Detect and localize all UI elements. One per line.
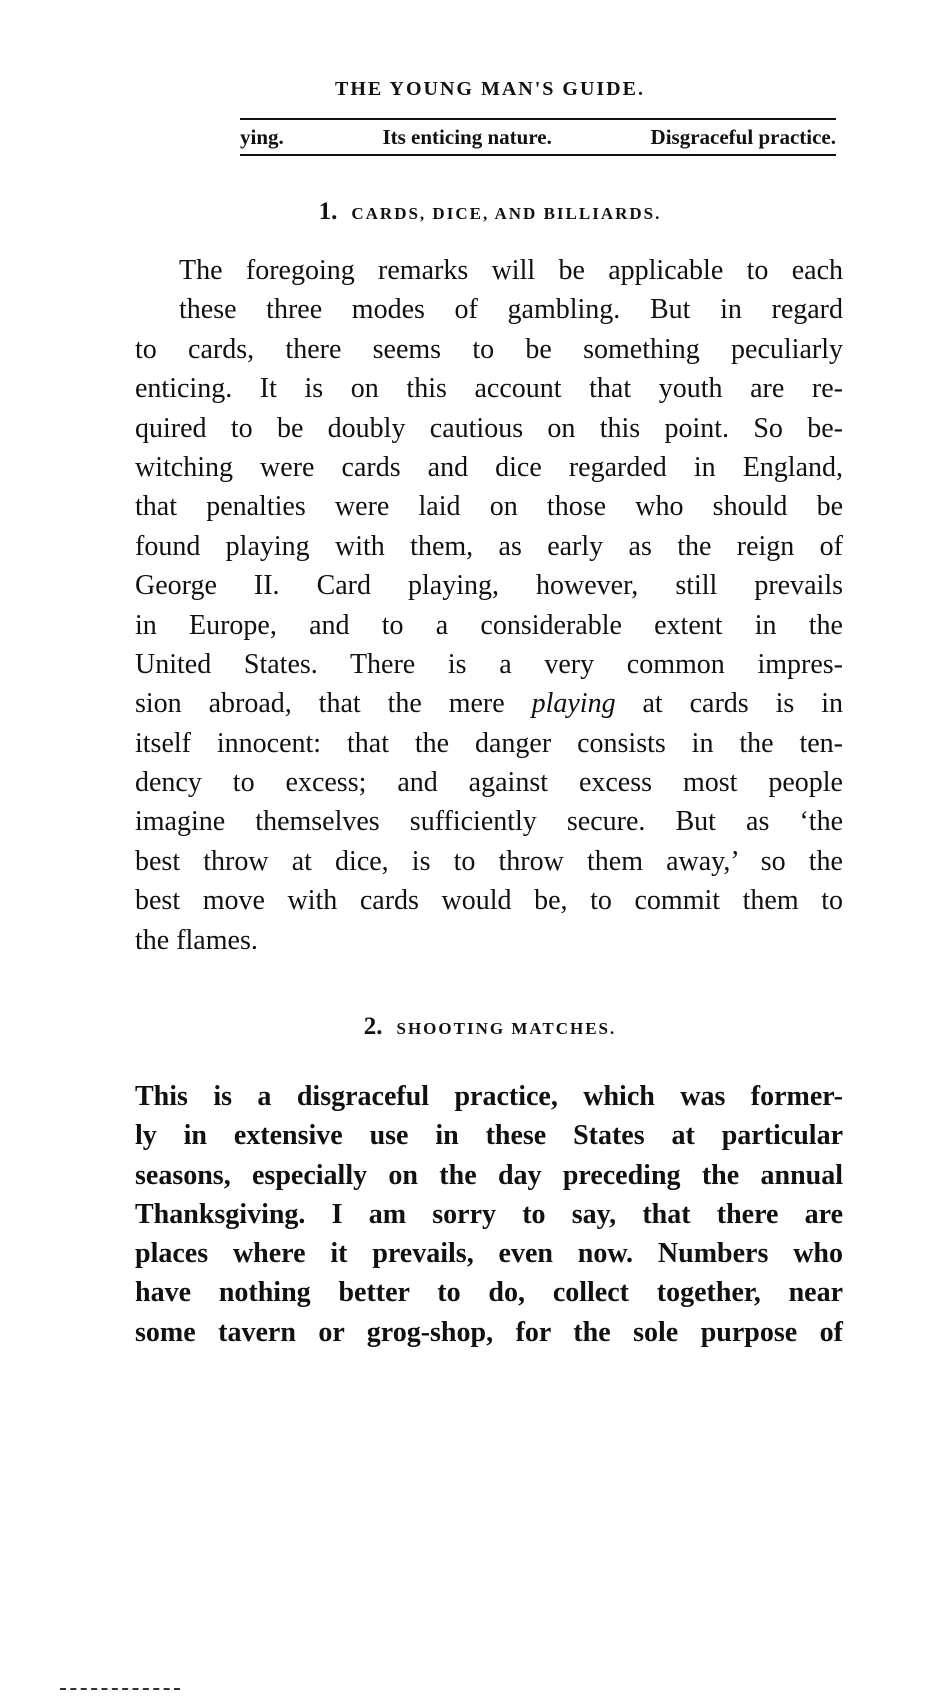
text-line: Thanksgiving. I am sorry to say, that there are — [135, 1198, 843, 1230]
section-number: 2. — [363, 1013, 383, 1040]
paragraph — [135, 1077, 843, 1352]
text-line: George II. Card playing, however, still prevails — [135, 570, 843, 602]
section-heading — [0, 1013, 944, 1041]
headline-topic: Disgraceful practice. — [650, 124, 836, 149]
text-line: quired to be doubly cautious on this point. So be- — [135, 412, 843, 444]
headline-topic: ying. — [240, 124, 284, 149]
text-line: dency to excess; and against excess most people — [135, 767, 843, 799]
page-edge-mark — [60, 1688, 180, 1690]
text-line: seasons, especially on the day preceding the annual — [135, 1159, 843, 1191]
text-line: to cards, there seems to be something peculiarly — [135, 333, 843, 365]
text-line: The foregoing remarks will be applicable to each — [179, 255, 843, 286]
section-title: CARDS, DICE, AND BILLIARDS. — [351, 204, 662, 223]
text-line: some tavern or grog-shop, for the sole purpose of — [135, 1316, 843, 1348]
text-line: sion abroad, that the mere playing at cards is in — [135, 688, 843, 720]
section-heading — [0, 198, 944, 226]
headline-topic: Its enticing nature. — [382, 124, 552, 149]
text-line: found playing with them, as early as the reign of — [135, 530, 843, 562]
text-line: in Europe, and to a considerable extent in the — [135, 609, 843, 641]
text-line: imagine themselves sufficiently secure. But as ‘the — [135, 806, 843, 838]
running-head: THE YOUNG MAN'S GUIDE. — [335, 78, 645, 100]
text-line: United States. There is a very common impres- — [135, 648, 843, 680]
text-line: best throw at dice, is to throw them away,’ so the — [135, 845, 843, 877]
text-line: This is a disgraceful practice, which was former- — [135, 1081, 843, 1112]
section-number: 1. — [318, 198, 338, 225]
text-line: places where it prevails, even now. Numbers who — [135, 1238, 843, 1270]
text-line: have nothing better to do, collect together, near — [135, 1277, 843, 1309]
text-line: witching were cards and dice regarded in England, — [135, 451, 843, 483]
text-line: the flames. — [135, 924, 258, 956]
page-headline — [240, 118, 836, 156]
text-line: these three modes of gambling. But in regard — [179, 294, 843, 326]
section-title: SHOOTING MATCHES. — [396, 1019, 617, 1038]
text-line: itself innocent: that the danger consists in the ten- — [135, 727, 843, 759]
text-line: ly in extensive use in these States at particular — [135, 1120, 843, 1152]
paragraph — [135, 251, 843, 960]
text-line: best move with cards would be, to commit them to — [135, 885, 843, 917]
text-line: that penalties were laid on those who should be — [135, 491, 843, 523]
text-line: enticing. It is on this account that youth are re- — [135, 373, 843, 405]
